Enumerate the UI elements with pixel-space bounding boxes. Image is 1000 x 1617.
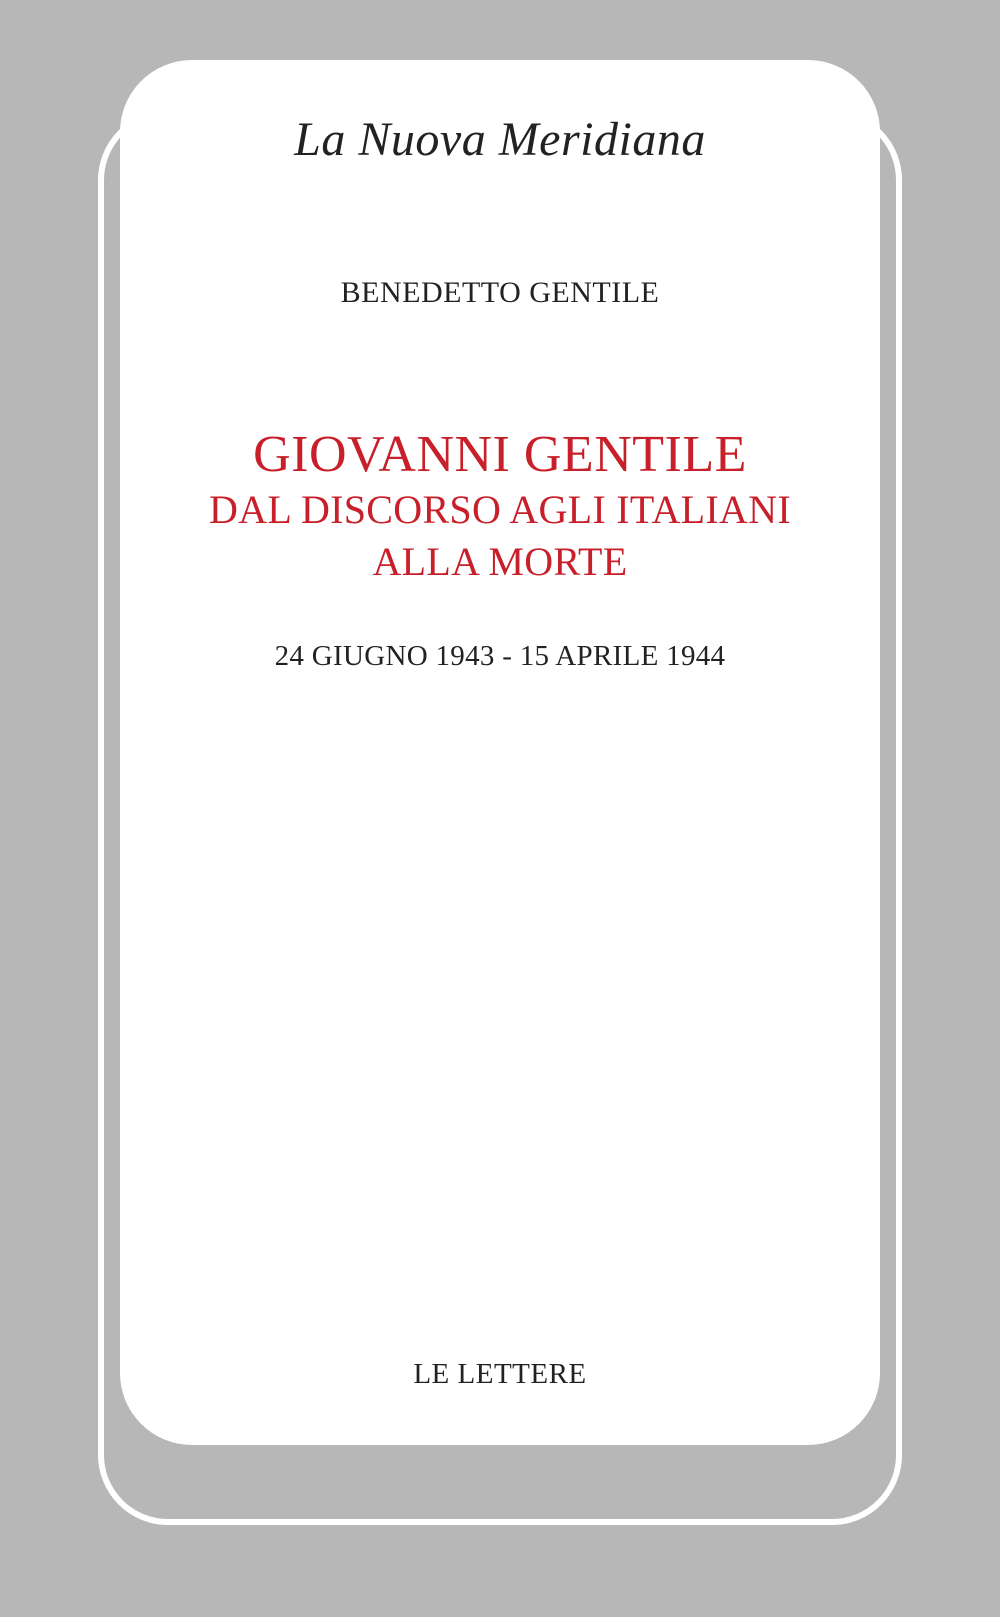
book-title <box>0 426 1000 588</box>
title-line-3: ALLA MORTE <box>372 539 628 584</box>
title-line-1: GIOVANNI GENTILE <box>253 426 747 483</box>
title-line-2: DAL DISCORSO AGLI ITALIANI <box>209 487 791 532</box>
cover-card <box>120 60 880 1445</box>
date-range: 24 GIUGNO 1943 - 15 APRILE 1944 <box>274 640 726 672</box>
author-name: BENEDETTO GENTILE <box>340 276 660 309</box>
publisher-name: LE LETTERE <box>413 1358 587 1390</box>
series-name: La Nuova Meridiana <box>294 113 706 166</box>
